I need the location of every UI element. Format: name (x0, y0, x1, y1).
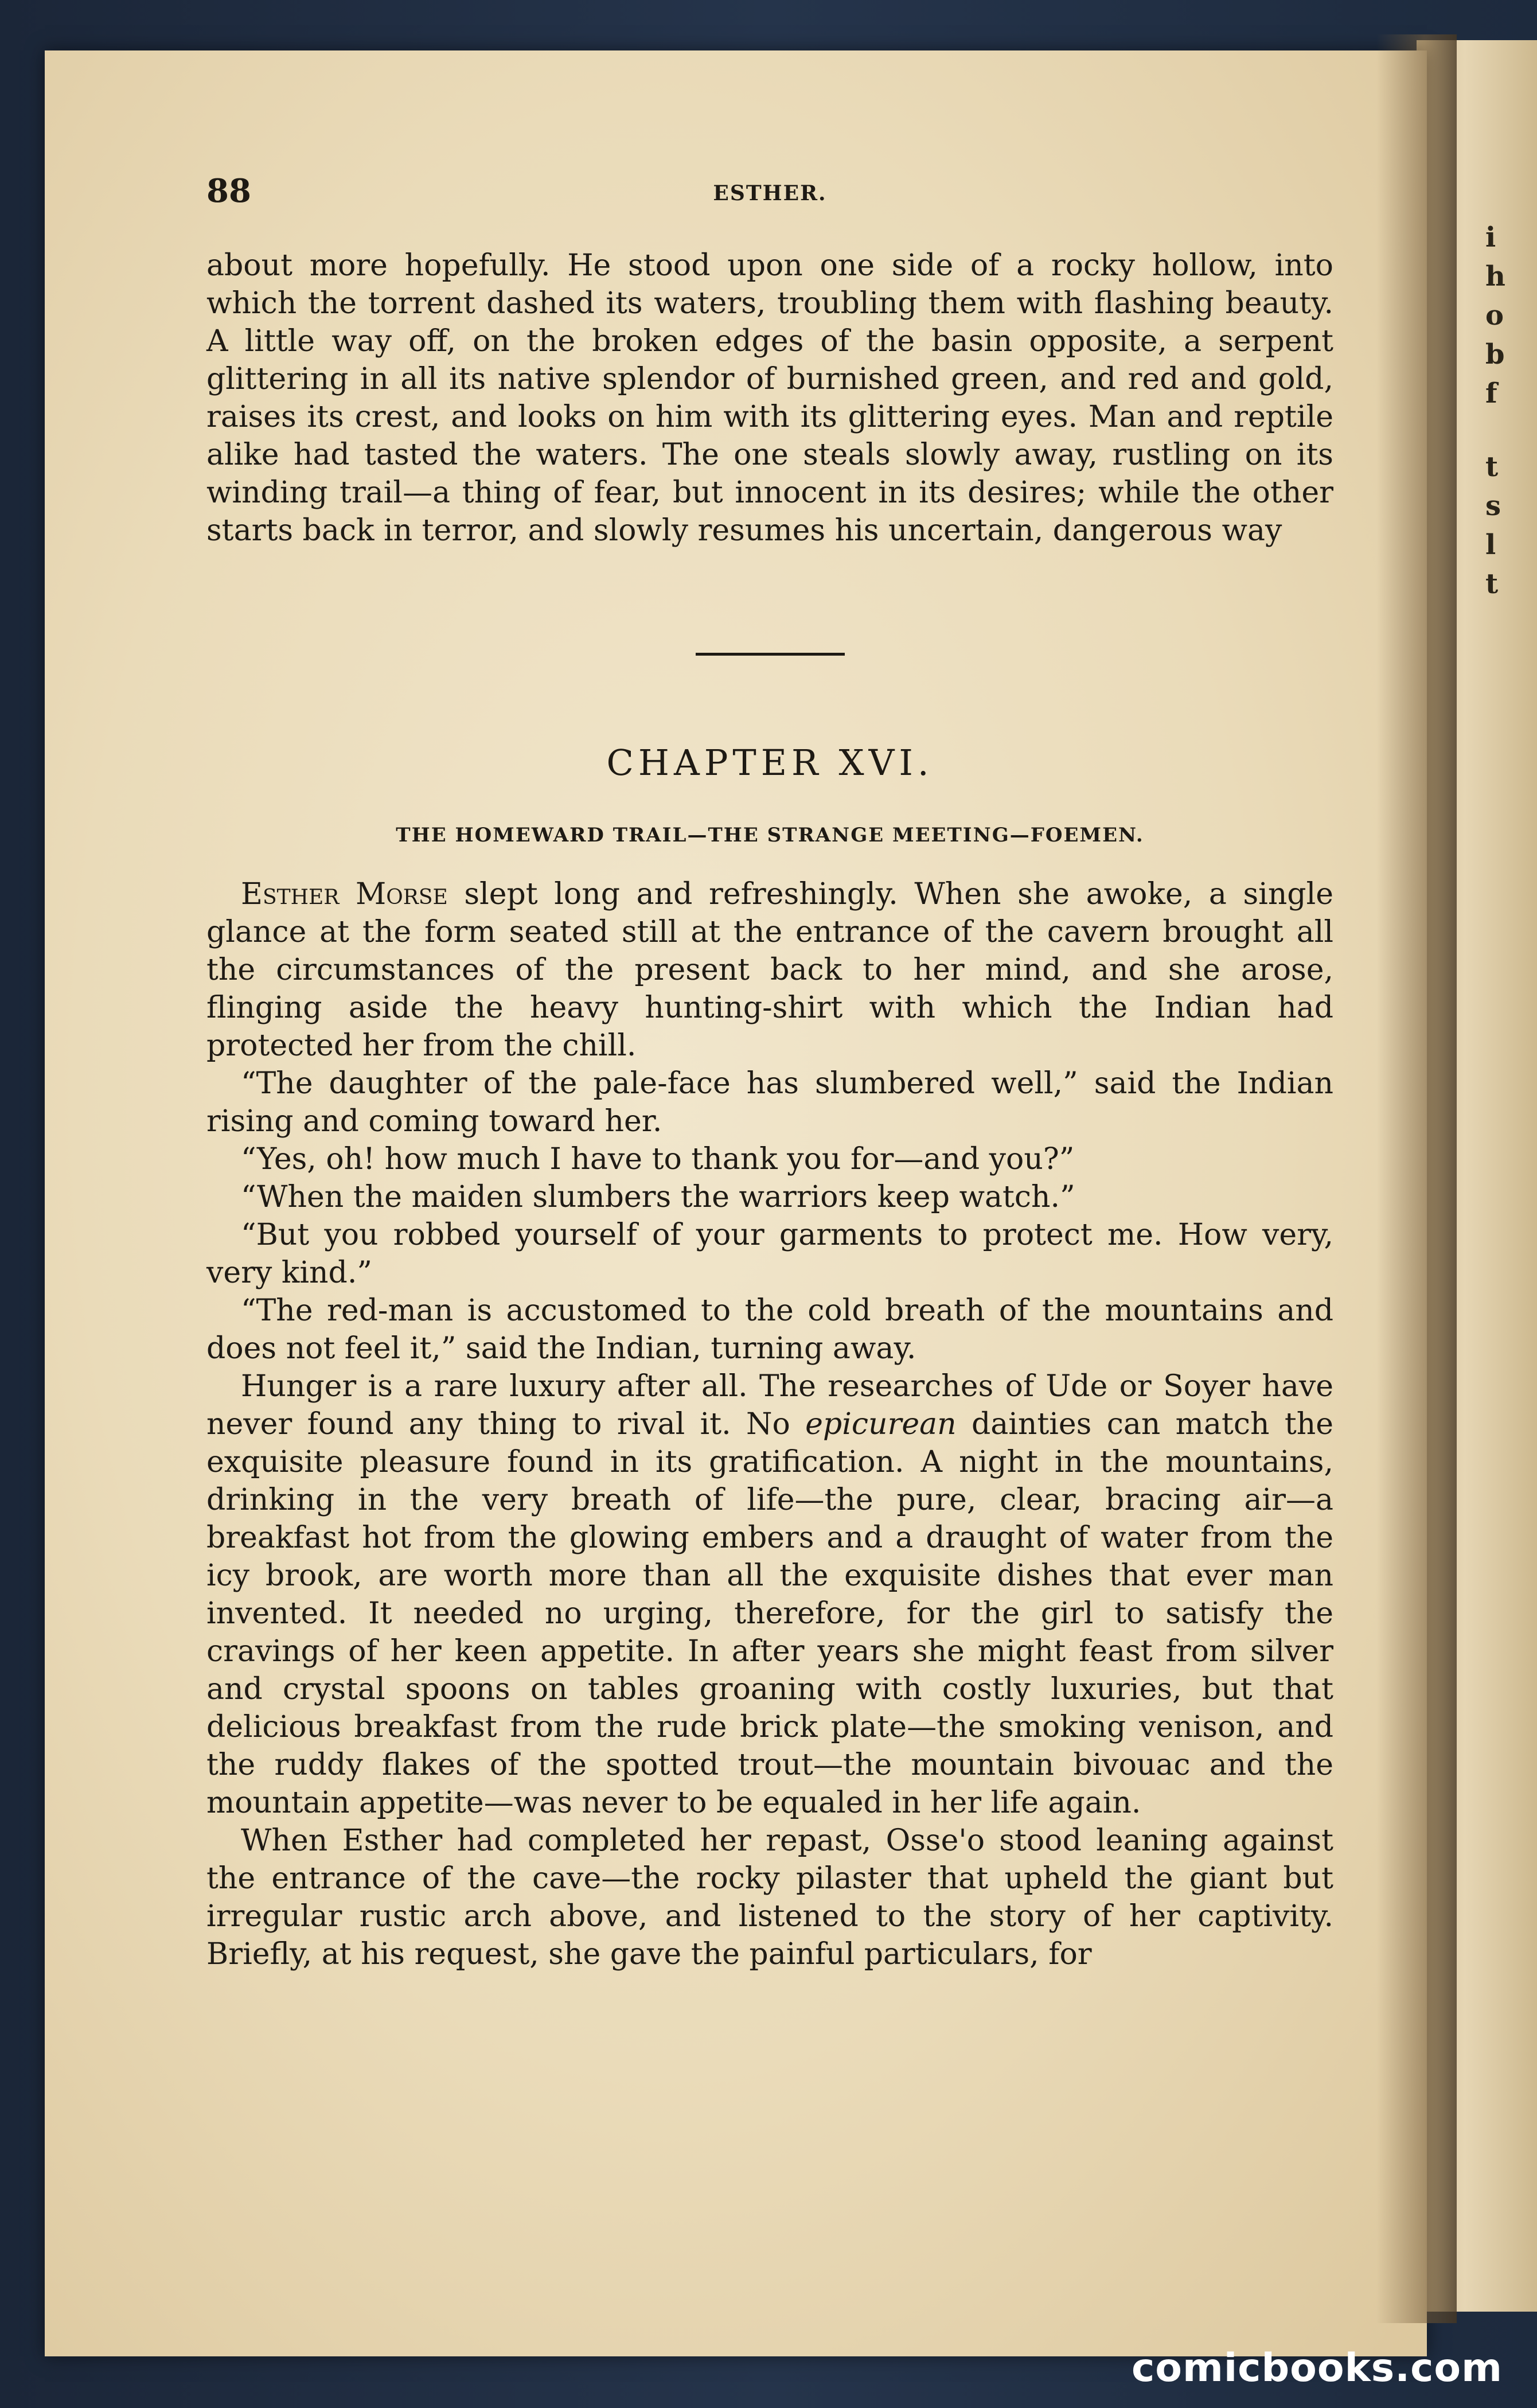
paragraph-text: slept long and refreshingly. When she awoke, a single glance at the form seated still at the entrance of the cavern brought all the circumstances of the present back to her mind, and she arose, flinging aside the heavy hunting-shirt with which the Indian had protected her from the chill. (206, 877, 1333, 1063)
chapter-subtitle: THE HOMEWARD TRAIL—THE STRANGE MEETING—FOEMEN. (396, 824, 1144, 847)
italic-word: epicurean (805, 1407, 957, 1441)
paragraph (206, 875, 1333, 1065)
adjacent-letter: b (1485, 338, 1505, 371)
paragraph: “When the maiden slumbers the warriors keep watch.” (241, 1180, 1075, 1214)
running-title: ESTHER. (713, 181, 827, 205)
paragraph: “But you robbed yourself of your garments to protect me. How very, very kind.” (206, 1218, 1333, 1290)
paragraph-text: Hunger is a rare luxury after all. The researches of Ude or Soyer have never found any thing to rival it. No (206, 1369, 1333, 1441)
watermark: comicbooks.com (1131, 2345, 1503, 2391)
page-content (206, 172, 1333, 1973)
adjacent-letter: h (1485, 260, 1505, 293)
adjacent-letter: o (1485, 299, 1504, 332)
running-head (206, 172, 1333, 218)
adjacent-letter: s (1485, 490, 1501, 522)
character-name: Esther Morse (241, 877, 448, 911)
adjacent-letter: f (1485, 377, 1497, 410)
adjacent-letter: l (1485, 529, 1496, 561)
section-divider (696, 653, 845, 656)
paragraph: “The daughter of the pale-face has slumbered well,” said the Indian rising and coming toward her. (206, 1066, 1333, 1139)
paragraph: “Yes, oh! how much I have to thank you for—and you?” (241, 1142, 1075, 1176)
paragraph (206, 1367, 1333, 1822)
paragraph: about more hopefully. He stood upon one side of a rocky hollow, into which the torrent dashed its waters, troubling them with flashing beauty. A little way off, on the broken edges of the basin opposite, a serpent glittering in all its native splendor of burnished green, and red and gold, raises its crest, and looks on him with its glittering eyes. Man and reptile alike had tasted the waters. The one steals slowly away, rustling on its winding trail—a thing of fear, but innocent in its desires; while the other starts back in terror, and slowly resumes his uncertain, dangerous way (206, 248, 1333, 548)
adjacent-page-text (1485, 218, 1537, 603)
paragraph: When Esther had completed her repast, Osse'o stood leaning against the entrance of the cave—the rocky pilaster that upheld the giant but irregular rustic arch above, and listened to the story of her captivity. Briefly, at his request, she gave the painful particulars, for (206, 1823, 1333, 1971)
adjacent-letter: i (1485, 221, 1496, 254)
adjacent-letter: t (1485, 451, 1499, 483)
chapter-title: CHAPTER XVI. (606, 742, 934, 784)
adjacent-letter: t (1485, 568, 1499, 600)
page-number: 88 (206, 172, 251, 210)
paragraph: “The red-man is accustomed to the cold breath of the mountains and does not feel it,” said the Indian, turning away. (206, 1293, 1333, 1366)
gutter-shadow (1376, 34, 1457, 2323)
paragraph-text: dainties can match the exquisite pleasure found in its gratification. A night in the mountains, drinking in the very breath of life—the pure, clear, bracing air—a breakfast hot from the glowing embers and a draught of water from the icy brook, are worth more than all the exquisite dishes that ever man invented. It needed no urging, therefore, for the girl to satisfy the cravings of her keen appetite. In after years she might feast from silver and crystal spoons on tables groaning with costly luxuries, but that delicious breakfast from the rude brick plate—the smoking venison, and the ruddy flakes of the spotted trout—the mountain bivouac and the mountain appetite—was never to be equaled in her life again. (206, 1407, 1333, 1820)
